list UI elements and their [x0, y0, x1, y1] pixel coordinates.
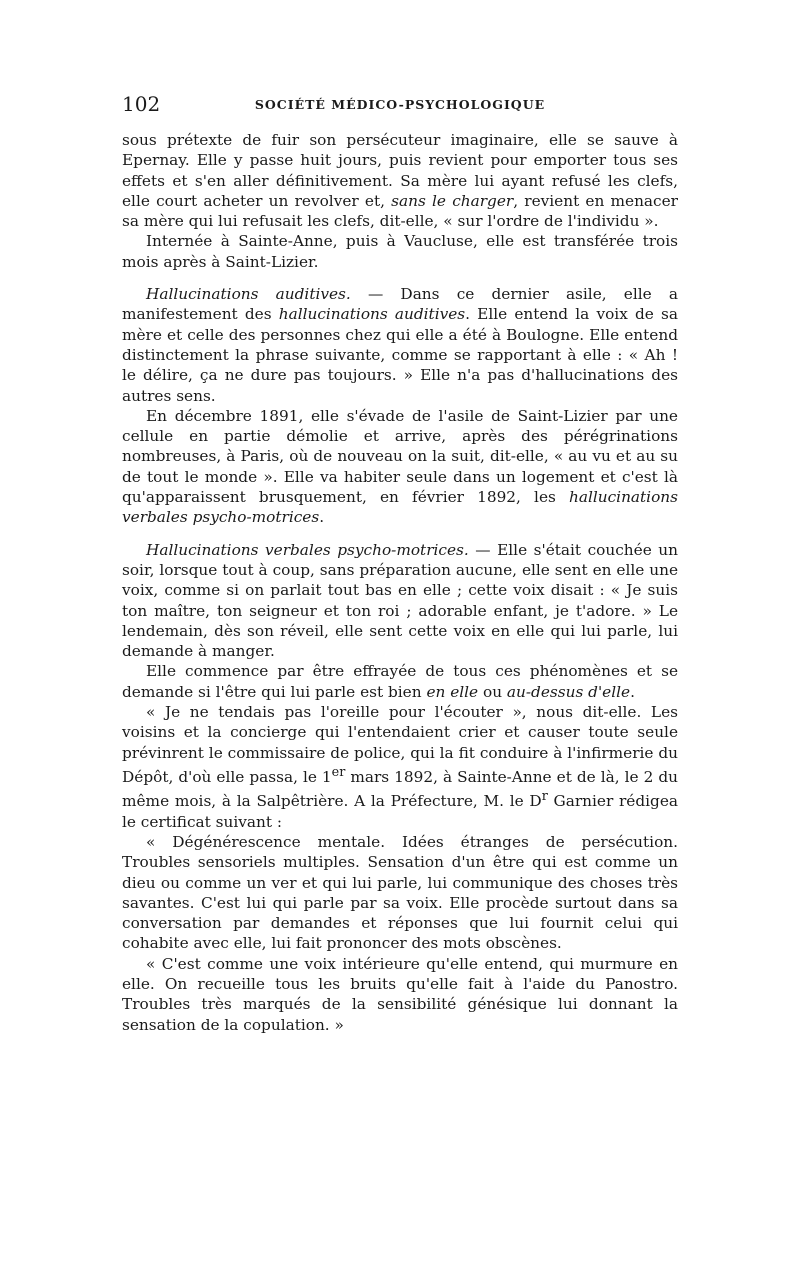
- page-body: [122, 130, 678, 1035]
- paragraph-6: [122, 661, 678, 702]
- paragraph-8: « Dégénérescence mentale. Idées étranges de persécution. Troubles sensoriels multiples. Sensation d'un être qui est comme un dieu ou comme un ver et qui lui parle, lui communique des choses très savantes. C'est lui qui parle par sa voix. Elle procède surtout dans sa conversation par demandes et réponses que lui fournit celui qui cohabite avec elle, lui fait prononcer des mots obscènes.: [122, 832, 678, 953]
- paragraph-7: [122, 702, 678, 832]
- paragraph-7-text-a: « Je ne tendais pas l'oreille pour l'écouter », nous dit-elle. Les voisins et la concierge qui l'entendaient crier et causer toute seule prévinrent le commissaire de police, qui la fit conduire à l'infirmerie du Dépôt, d'où elle passa, le 1: [122, 703, 678, 786]
- paragraph-1-text-a: sous prétexte de fuir son persécuteur imaginaire, elle se sauve à Epernay. Elle y passe huit jours, puis revient pour emporter tous ses effets et s'en aller définitivement. Sa mère lui ayant refusé les clefs, elle court acheter un revolver et,: [122, 131, 678, 210]
- paragraph-3-italic: hallucinations auditives: [278, 305, 466, 324]
- running-head: [122, 90, 678, 120]
- section-heading-psychomotor: Hallucinations verbales psycho-motrices.: [146, 540, 469, 559]
- paragraph-6-italic-2: au-dessus d'elle: [506, 682, 631, 701]
- paragraph-4-text-c: .: [319, 508, 325, 527]
- paragraph-7-text-c: Garnier rédigea le certificat suivant :: [122, 792, 679, 831]
- paragraph-1: [122, 130, 678, 231]
- paragraph-6-text-e: .: [630, 682, 635, 701]
- paragraph-5: [122, 540, 678, 662]
- paragraph-5-text-a: — Elle s'était couchée un soir, lorsque tout à coup, sans préparation aucune, elle sent en elle une voix, comme si on parlait tout bas en elle ; cette voix disait : « Je suis ton maître, ton seigneur et ton roi ; adorable enfant, je t'adore. » Le lendemain, dès son réveil, elle sent cette voix en elle qui lui parle, lui demande à manger.: [122, 540, 678, 661]
- paragraph-4: [122, 406, 678, 528]
- paragraph-9: « C'est comme une voix intérieure qu'elle entend, qui murmure en elle. On recueille tous les bruits qu'elle fait à l'aide du Panostro. Troubles très marqués de la sensibilité génésique lui donnant la sensation de la copulation. »: [122, 954, 678, 1034]
- paragraph-3: [122, 284, 678, 406]
- paragraph-6-italic-1: en elle: [426, 682, 479, 701]
- paragraph-1-italic: sans le charger: [391, 191, 514, 210]
- paragraph-3-text-a: — Dans ce dernier asile, elle a manifestement des: [122, 285, 678, 324]
- paragraph-7-superscript-2: r: [541, 789, 548, 805]
- paragraph-6-text-a: Elle commence par être effrayée de tous ces phénomènes et se demande si l'être qui lui parle est bien: [122, 662, 678, 701]
- paragraph-7-superscript-1: er: [331, 764, 346, 780]
- paragraph-2: Internée à Sainte-Anne, puis à Vaucluse, elle est transférée trois mois après à Saint-Lizier.: [122, 232, 678, 271]
- journal-title: SOCIÉTÉ MÉDICO-PSYCHOLOGIQUE: [254, 97, 546, 112]
- paragraph-7-text-b: mars 1892, à Sainte-Anne et de là, le 2 du même mois, à la Salpêtrière. A la Préfecture, M. le D: [122, 768, 678, 811]
- book-page: [122, 90, 678, 1035]
- paragraph-3-text-c: . Elle entend la voix de sa mère et celle des personnes chez qui elle a été à Boulogne. Elle entend distinctement la phrase suivante, comme se rapportant à elle : « Ah ! le délire, ça ne dure pas toujours. » Elle n'a pas d'hallucinations des autres sens.: [122, 305, 678, 405]
- page-number: 102: [122, 92, 161, 116]
- paragraph-6-text-c: ou: [478, 682, 507, 701]
- paragraph-4-text-a: En décembre 1891, elle s'évade de l'asile de Saint-Lizier par une cellule en partie démolie et arrive, après des pérégrinations nombreuses, à Paris, où de nouveau on la suit, dit-elle, « au vu et au su de tout le monde ». Elle va habiter seule dans un logement et c'est là qu'apparaissent brusquement, en février 1892, les: [122, 406, 678, 507]
- paragraph-1-text-c: , revient en menacer sa mère qui lui refusait les clefs, dit-elle, « sur l'ordre de l'individu ».: [122, 191, 678, 231]
- paragraph-4-italic: hallucinations verbales psycho-motrices: [122, 488, 678, 527]
- section-heading-auditory: Hallucinations auditives.: [146, 285, 351, 304]
